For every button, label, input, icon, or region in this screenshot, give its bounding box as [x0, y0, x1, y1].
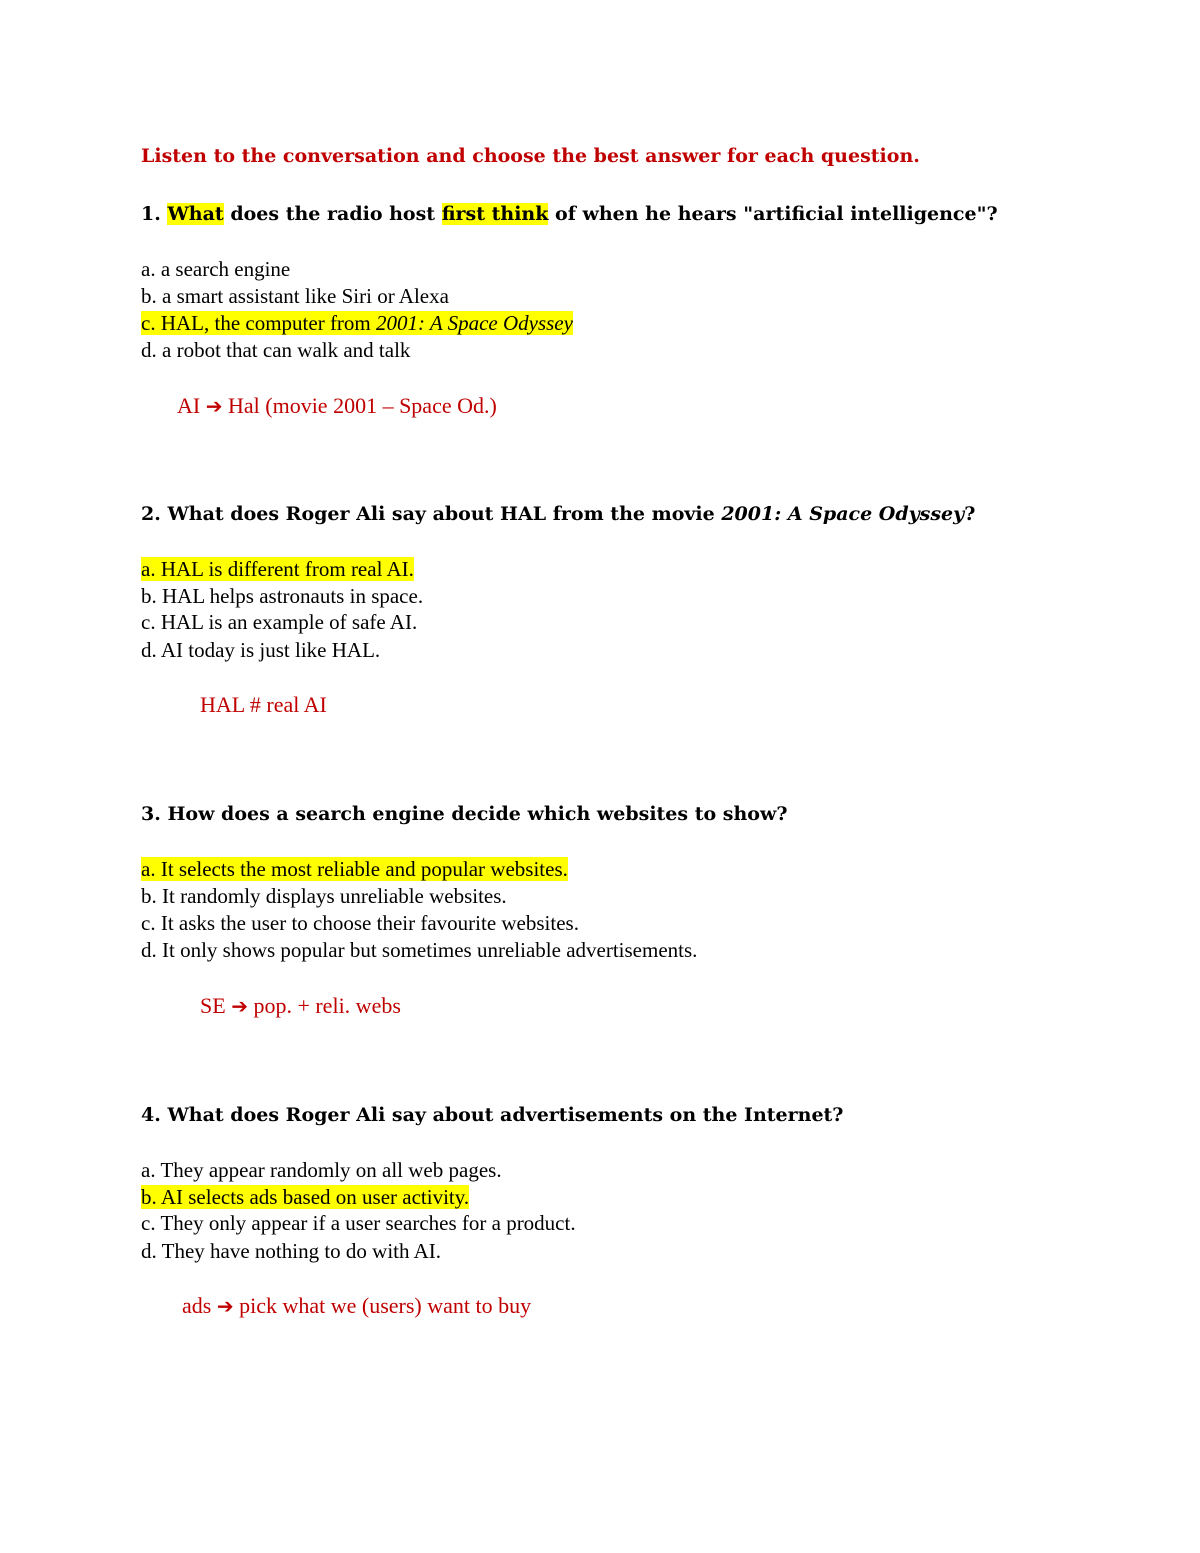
question-3-note-left: SE	[200, 993, 226, 1018]
question-2	[141, 501, 975, 528]
question-4-note	[182, 1292, 531, 1320]
question-4-note-right: pick what we (users) want to buy	[239, 1293, 532, 1318]
question-3-note	[200, 992, 401, 1020]
question-1-end: of when he hears "artificial intelligence"?	[555, 203, 998, 225]
question-1-option-b: b. a smart assistant like Siri or Alexa	[141, 284, 449, 308]
right-arrow-icon: ➔	[231, 994, 248, 1018]
question-2-option-d: d. AI today is just like HAL.	[141, 638, 381, 662]
question-3: 3. How does a search engine decide which websites to show?	[141, 803, 788, 825]
question-1-note-right: Hal (movie 2001 – Space Od.)	[227, 393, 497, 418]
question-4-option-b-highlight: b. AI selects ads based on user activity.	[141, 1185, 470, 1209]
question-2-option-a-highlight: a. HAL is different from real AI.	[141, 557, 414, 581]
question-2-prefix: 2. What does Roger Ali say about HAL from the movie	[141, 503, 722, 525]
question-1-option-a: a. a search engine	[141, 257, 291, 281]
question-3-option-d: d. It only shows popular but sometimes unreliable advertisements.	[141, 938, 698, 962]
question-2-suffix: ?	[964, 503, 976, 525]
question-4-option-a: a. They appear randomly on all web pages.	[141, 1158, 502, 1182]
right-arrow-icon: ➔	[205, 394, 223, 418]
question-1-number: 1.	[141, 203, 161, 225]
question-1-option-c-movie-title: 2001: A Space Odyssey	[376, 311, 573, 335]
question-2-option-c: c. HAL is an example of safe AI.	[141, 610, 418, 634]
question-2-note: HAL # real AI	[200, 692, 327, 717]
question-1-middle: does the radio host	[230, 203, 436, 225]
question-1-note	[177, 392, 497, 420]
question-1-option-d: d. a robot that can walk and talk	[141, 338, 411, 362]
question-4-option-b	[141, 1184, 469, 1211]
question-1-option-c	[141, 310, 573, 337]
question-3-option-c: c. It asks the user to choose their favourite websites.	[141, 911, 579, 935]
question-1-option-c-text: c. HAL, the computer from	[141, 311, 377, 335]
instruction-text: Listen to the conversation and choose the best answer for each question.	[141, 145, 920, 167]
question-3-note-right: pop. + reli. webs	[253, 993, 401, 1018]
question-1-highlight-first-think: first think	[441, 203, 549, 225]
question-4: 4. What does Roger Ali say about advertisements on the Internet?	[141, 1104, 844, 1126]
right-arrow-icon: ➔	[216, 1294, 234, 1318]
question-4-option-d: d. They have nothing to do with AI.	[141, 1239, 441, 1263]
question-1-option-c-highlight	[141, 311, 573, 335]
question-4-option-c: c. They only appear if a user searches for a product.	[141, 1211, 576, 1235]
question-1-note-left: AI	[177, 393, 201, 418]
question-1-highlight-what: What	[167, 203, 224, 225]
question-4-note-left: ads	[182, 1293, 212, 1318]
question-1	[141, 201, 998, 228]
question-2-movie-title: 2001: A Space Odyssey	[721, 503, 965, 525]
question-3-option-b: b. It randomly displays unreliable websites.	[141, 884, 507, 908]
question-3-option-a	[141, 856, 568, 883]
question-3-option-a-highlight: a. It selects the most reliable and popular websites.	[141, 857, 568, 881]
question-2-option-a	[141, 556, 414, 583]
question-2-option-b: b. HAL helps astronauts in space.	[141, 584, 424, 608]
